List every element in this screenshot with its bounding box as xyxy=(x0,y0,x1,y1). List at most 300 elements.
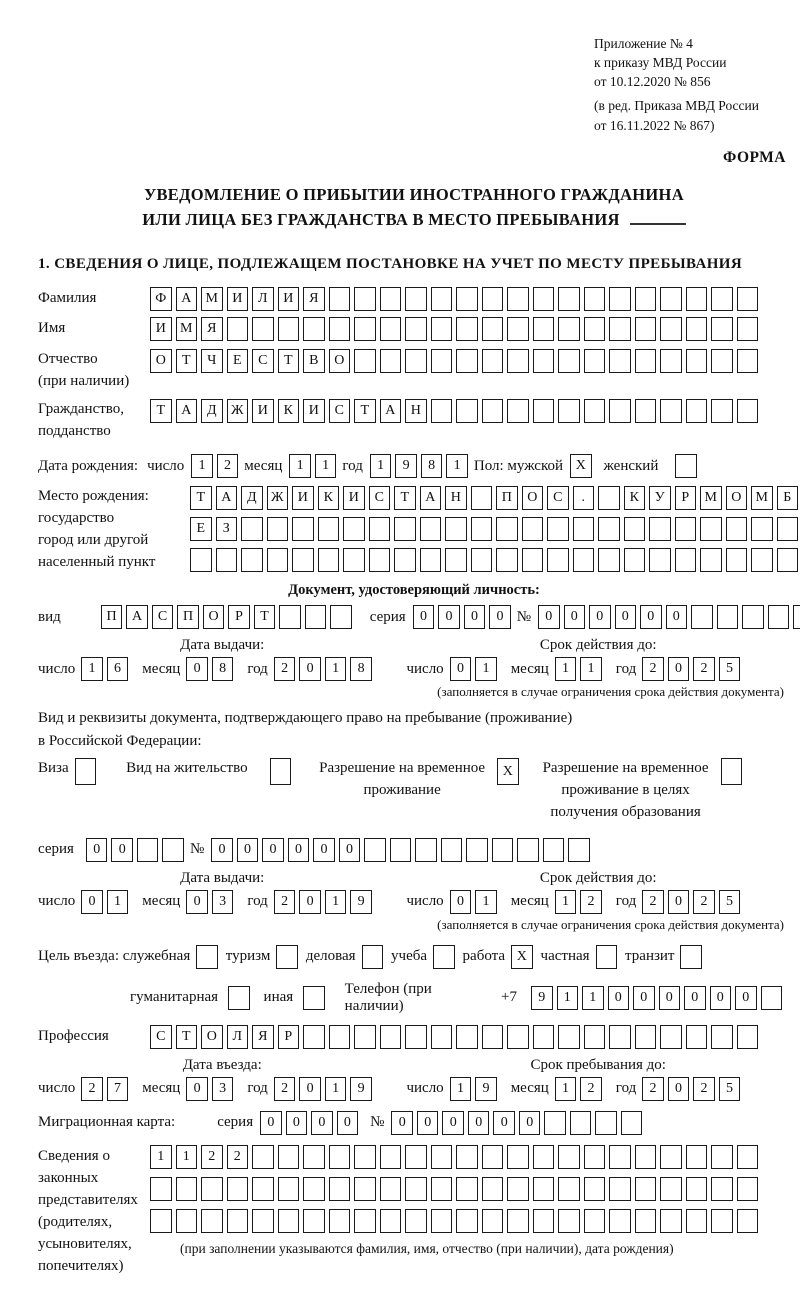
char-box[interactable]: А xyxy=(420,486,442,510)
char-box[interactable]: И xyxy=(292,486,314,510)
char-box[interactable] xyxy=(686,1025,708,1049)
char-box[interactable] xyxy=(584,287,606,311)
char-box[interactable] xyxy=(456,317,478,341)
char-box[interactable] xyxy=(507,1177,529,1201)
char-box[interactable] xyxy=(711,317,733,341)
char-box[interactable] xyxy=(362,945,384,969)
char-box[interactable]: 2 xyxy=(274,890,296,914)
char-box[interactable]: 8 xyxy=(421,454,443,478)
doc-number-input[interactable] xyxy=(538,605,800,629)
char-box[interactable]: Ч xyxy=(201,349,223,373)
char-box[interactable] xyxy=(584,399,606,423)
char-box[interactable] xyxy=(507,317,529,341)
char-box[interactable] xyxy=(405,287,427,311)
char-box[interactable]: Л xyxy=(252,287,274,311)
migration-series-input[interactable] xyxy=(260,1111,362,1135)
permit-number-input[interactable] xyxy=(211,838,594,862)
char-box[interactable] xyxy=(621,1111,643,1135)
char-box[interactable]: 3 xyxy=(212,1077,234,1101)
char-box[interactable] xyxy=(431,317,453,341)
char-box[interactable] xyxy=(456,1145,478,1169)
purpose-official-checkbox[interactable] xyxy=(196,945,222,969)
char-box[interactable]: И xyxy=(227,287,249,311)
char-box[interactable]: 0 xyxy=(186,890,208,914)
char-box[interactable] xyxy=(635,287,657,311)
char-box[interactable]: П xyxy=(177,605,199,629)
char-box[interactable]: Т xyxy=(190,486,212,510)
char-box[interactable]: 1 xyxy=(475,657,497,681)
char-box[interactable] xyxy=(405,1209,427,1233)
char-box[interactable] xyxy=(737,1209,759,1233)
birth-day-input[interactable] xyxy=(191,454,242,478)
char-box[interactable] xyxy=(303,1145,325,1169)
char-box[interactable] xyxy=(380,317,402,341)
char-box[interactable] xyxy=(176,1209,198,1233)
char-box[interactable] xyxy=(482,317,504,341)
char-box[interactable]: Т xyxy=(176,1025,198,1049)
char-box[interactable] xyxy=(394,548,416,572)
char-box[interactable] xyxy=(482,1025,504,1049)
char-box[interactable] xyxy=(649,548,671,572)
char-box[interactable] xyxy=(507,1145,529,1169)
birth-place-row3-input[interactable] xyxy=(190,548,800,572)
char-box[interactable]: Д xyxy=(201,399,223,423)
char-box[interactable]: 2 xyxy=(81,1077,103,1101)
char-box[interactable] xyxy=(686,1177,708,1201)
char-box[interactable] xyxy=(507,349,529,373)
char-box[interactable]: Т xyxy=(394,486,416,510)
char-box[interactable]: 0 xyxy=(450,890,472,914)
entry-year-input[interactable] xyxy=(274,1077,376,1101)
char-box[interactable]: 2 xyxy=(693,890,715,914)
representatives-row3-input[interactable] xyxy=(150,1209,762,1233)
char-box[interactable]: 6 xyxy=(107,657,129,681)
char-box[interactable] xyxy=(635,1145,657,1169)
char-box[interactable]: 2 xyxy=(693,657,715,681)
char-box[interactable] xyxy=(496,517,518,541)
birth-month-input[interactable] xyxy=(289,454,340,478)
char-box[interactable] xyxy=(354,1145,376,1169)
surname-input[interactable] xyxy=(150,287,762,311)
char-box[interactable] xyxy=(278,317,300,341)
sex-female-checkbox[interactable] xyxy=(675,454,701,478)
char-box[interactable] xyxy=(216,548,238,572)
char-box[interactable] xyxy=(598,486,620,510)
char-box[interactable] xyxy=(303,317,325,341)
char-box[interactable] xyxy=(482,1145,504,1169)
char-box[interactable] xyxy=(354,317,376,341)
char-box[interactable]: Д xyxy=(241,486,263,510)
char-box[interactable]: М xyxy=(176,317,198,341)
char-box[interactable] xyxy=(507,1025,529,1049)
char-box[interactable] xyxy=(278,1209,300,1233)
char-box[interactable] xyxy=(517,838,539,862)
char-box[interactable] xyxy=(420,517,442,541)
char-box[interactable]: А xyxy=(380,399,402,423)
char-box[interactable] xyxy=(405,1177,427,1201)
char-box[interactable]: 0 xyxy=(538,605,560,629)
char-box[interactable] xyxy=(228,986,250,1010)
char-box[interactable]: С xyxy=(329,399,351,423)
char-box[interactable]: А xyxy=(176,287,198,311)
char-box[interactable] xyxy=(380,1025,402,1049)
permit-issue-day-input[interactable] xyxy=(81,890,132,914)
char-box[interactable] xyxy=(568,838,590,862)
char-box[interactable]: 0 xyxy=(339,838,361,862)
char-box[interactable]: 1 xyxy=(289,454,311,478)
char-box[interactable]: 0 xyxy=(668,890,690,914)
char-box[interactable] xyxy=(700,517,722,541)
char-box[interactable]: 5 xyxy=(719,1077,741,1101)
char-box[interactable] xyxy=(507,399,529,423)
char-box[interactable] xyxy=(737,399,759,423)
char-box[interactable]: X xyxy=(497,758,519,785)
char-box[interactable]: 0 xyxy=(464,605,486,629)
char-box[interactable] xyxy=(547,548,569,572)
char-box[interactable] xyxy=(711,399,733,423)
char-box[interactable]: . xyxy=(573,486,595,510)
char-box[interactable]: 1 xyxy=(325,1077,347,1101)
purpose-transit-checkbox[interactable] xyxy=(680,945,706,969)
char-box[interactable] xyxy=(420,548,442,572)
char-box[interactable]: И xyxy=(278,287,300,311)
citizenship-input[interactable] xyxy=(150,399,762,423)
entry-day-input[interactable] xyxy=(81,1077,132,1101)
char-box[interactable]: 0 xyxy=(313,838,335,862)
char-box[interactable] xyxy=(751,517,773,541)
char-box[interactable]: З xyxy=(216,517,238,541)
char-box[interactable]: А xyxy=(216,486,238,510)
char-box[interactable] xyxy=(330,605,352,629)
char-box[interactable] xyxy=(196,945,218,969)
char-box[interactable] xyxy=(635,1025,657,1049)
char-box[interactable] xyxy=(558,399,580,423)
doc-kind-input[interactable] xyxy=(101,605,356,629)
doc-issue-month-input[interactable] xyxy=(186,657,237,681)
char-box[interactable] xyxy=(369,548,391,572)
char-box[interactable] xyxy=(380,287,402,311)
char-box[interactable] xyxy=(761,986,783,1010)
char-box[interactable]: 9 xyxy=(350,1077,372,1101)
char-box[interactable] xyxy=(441,838,463,862)
char-box[interactable] xyxy=(431,1209,453,1233)
char-box[interactable] xyxy=(686,349,708,373)
purpose-other-checkbox[interactable] xyxy=(303,986,329,1010)
char-box[interactable] xyxy=(533,349,555,373)
purpose-private-checkbox[interactable] xyxy=(596,945,622,969)
char-box[interactable] xyxy=(711,1145,733,1169)
char-box[interactable]: П xyxy=(101,605,123,629)
char-box[interactable] xyxy=(354,1209,376,1233)
char-box[interactable]: У xyxy=(649,486,671,510)
char-box[interactable] xyxy=(609,287,631,311)
char-box[interactable]: 0 xyxy=(668,657,690,681)
char-box[interactable]: Т xyxy=(354,399,376,423)
char-box[interactable]: П xyxy=(496,486,518,510)
char-box[interactable] xyxy=(660,287,682,311)
representatives-row2-input[interactable] xyxy=(150,1177,762,1201)
birth-year-input[interactable] xyxy=(370,454,472,478)
char-box[interactable]: 0 xyxy=(684,986,706,1010)
temp-residence-checkbox[interactable] xyxy=(497,758,523,785)
migration-number-input[interactable] xyxy=(391,1111,646,1135)
char-box[interactable] xyxy=(635,1177,657,1201)
char-box[interactable] xyxy=(354,1025,376,1049)
visa-checkbox[interactable] xyxy=(75,758,101,785)
char-box[interactable] xyxy=(380,1145,402,1169)
char-box[interactable] xyxy=(329,1025,351,1049)
char-box[interactable]: 1 xyxy=(555,657,577,681)
char-box[interactable] xyxy=(737,287,759,311)
char-box[interactable] xyxy=(635,1209,657,1233)
char-box[interactable] xyxy=(482,1209,504,1233)
char-box[interactable] xyxy=(380,1177,402,1201)
char-box[interactable] xyxy=(533,399,555,423)
char-box[interactable] xyxy=(558,287,580,311)
char-box[interactable]: 0 xyxy=(311,1111,333,1135)
char-box[interactable] xyxy=(660,1209,682,1233)
char-box[interactable] xyxy=(700,548,722,572)
char-box[interactable] xyxy=(456,399,478,423)
char-box[interactable]: 0 xyxy=(211,838,233,862)
profession-input[interactable] xyxy=(150,1025,762,1049)
char-box[interactable] xyxy=(584,1145,606,1169)
temp-residence-edu-checkbox[interactable] xyxy=(721,758,747,785)
char-box[interactable] xyxy=(737,349,759,373)
char-box[interactable]: 1 xyxy=(176,1145,198,1169)
char-box[interactable]: 9 xyxy=(531,986,553,1010)
char-box[interactable] xyxy=(303,1209,325,1233)
stay-year-input[interactable] xyxy=(642,1077,744,1101)
char-box[interactable] xyxy=(609,1145,631,1169)
doc-series-input[interactable] xyxy=(413,605,515,629)
char-box[interactable] xyxy=(596,945,618,969)
char-box[interactable] xyxy=(252,317,274,341)
char-box[interactable] xyxy=(598,548,620,572)
char-box[interactable]: 2 xyxy=(217,454,239,478)
char-box[interactable] xyxy=(573,517,595,541)
char-box[interactable]: 0 xyxy=(417,1111,439,1135)
char-box[interactable] xyxy=(482,287,504,311)
char-box[interactable]: 1 xyxy=(315,454,337,478)
char-box[interactable]: Ж xyxy=(227,399,249,423)
char-box[interactable]: 0 xyxy=(186,1077,208,1101)
char-box[interactable] xyxy=(431,1025,453,1049)
char-box[interactable] xyxy=(329,1145,351,1169)
char-box[interactable] xyxy=(354,349,376,373)
char-box[interactable]: Е xyxy=(190,517,212,541)
char-box[interactable]: 0 xyxy=(640,605,662,629)
char-box[interactable]: Ф xyxy=(150,287,172,311)
char-box[interactable] xyxy=(380,1209,402,1233)
char-box[interactable] xyxy=(445,548,467,572)
char-box[interactable]: 9 xyxy=(350,890,372,914)
birth-place-row2-input[interactable] xyxy=(190,517,800,541)
char-box[interactable]: А xyxy=(126,605,148,629)
char-box[interactable] xyxy=(279,605,301,629)
char-box[interactable] xyxy=(660,1025,682,1049)
char-box[interactable] xyxy=(241,517,263,541)
char-box[interactable] xyxy=(431,349,453,373)
doc-issue-year-input[interactable] xyxy=(274,657,376,681)
char-box[interactable] xyxy=(686,287,708,311)
char-box[interactable] xyxy=(176,1177,198,1201)
char-box[interactable] xyxy=(533,1209,555,1233)
char-box[interactable] xyxy=(737,1177,759,1201)
char-box[interactable] xyxy=(507,287,529,311)
char-box[interactable] xyxy=(737,317,759,341)
char-box[interactable]: С xyxy=(152,605,174,629)
char-box[interactable] xyxy=(292,548,314,572)
char-box[interactable]: Н xyxy=(445,486,467,510)
char-box[interactable] xyxy=(533,1177,555,1201)
char-box[interactable] xyxy=(544,1111,566,1135)
char-box[interactable] xyxy=(278,1145,300,1169)
char-box[interactable] xyxy=(343,517,365,541)
char-box[interactable]: Л xyxy=(227,1025,249,1049)
char-box[interactable] xyxy=(318,517,340,541)
char-box[interactable] xyxy=(150,1177,172,1201)
char-box[interactable]: Р xyxy=(228,605,250,629)
char-box[interactable]: 1 xyxy=(150,1145,172,1169)
char-box[interactable] xyxy=(471,517,493,541)
char-box[interactable] xyxy=(137,838,159,862)
doc-expiry-day-input[interactable] xyxy=(450,657,501,681)
char-box[interactable]: К xyxy=(624,486,646,510)
char-box[interactable]: 2 xyxy=(274,1077,296,1101)
char-box[interactable] xyxy=(405,1025,427,1049)
permit-expiry-month-input[interactable] xyxy=(555,890,606,914)
char-box[interactable]: А xyxy=(176,399,198,423)
char-box[interactable]: 1 xyxy=(555,1077,577,1101)
char-box[interactable] xyxy=(624,548,646,572)
char-box[interactable]: 2 xyxy=(201,1145,223,1169)
char-box[interactable]: 9 xyxy=(475,1077,497,1101)
char-box[interactable] xyxy=(737,1025,759,1049)
char-box[interactable] xyxy=(533,1145,555,1169)
char-box[interactable] xyxy=(609,399,631,423)
char-box[interactable]: 1 xyxy=(580,657,602,681)
char-box[interactable]: 7 xyxy=(107,1077,129,1101)
char-box[interactable] xyxy=(405,317,427,341)
char-box[interactable] xyxy=(303,1025,325,1049)
char-box[interactable]: Т xyxy=(150,399,172,423)
char-box[interactable] xyxy=(742,605,764,629)
char-box[interactable] xyxy=(751,548,773,572)
char-box[interactable] xyxy=(456,287,478,311)
char-box[interactable]: 5 xyxy=(719,657,741,681)
char-box[interactable] xyxy=(558,317,580,341)
char-box[interactable]: 0 xyxy=(262,838,284,862)
char-box[interactable] xyxy=(609,1177,631,1201)
char-box[interactable]: 2 xyxy=(274,657,296,681)
char-box[interactable] xyxy=(431,399,453,423)
entry-month-input[interactable] xyxy=(186,1077,237,1101)
permit-series-input[interactable] xyxy=(86,838,188,862)
char-box[interactable]: С xyxy=(369,486,391,510)
char-box[interactable] xyxy=(660,1145,682,1169)
char-box[interactable] xyxy=(329,317,351,341)
char-box[interactable]: Б xyxy=(777,486,799,510)
char-box[interactable] xyxy=(522,548,544,572)
blank-line[interactable] xyxy=(630,211,686,225)
sex-male-checkbox[interactable] xyxy=(570,454,596,478)
purpose-business-checkbox[interactable] xyxy=(362,945,388,969)
char-box[interactable] xyxy=(635,349,657,373)
purpose-study-checkbox[interactable] xyxy=(433,945,459,969)
char-box[interactable]: М xyxy=(201,287,223,311)
stay-month-input[interactable] xyxy=(555,1077,606,1101)
char-box[interactable] xyxy=(686,1145,708,1169)
doc-issue-day-input[interactable] xyxy=(81,657,132,681)
char-box[interactable]: Н xyxy=(405,399,427,423)
char-box[interactable]: 9 xyxy=(395,454,417,478)
char-box[interactable] xyxy=(270,758,292,785)
given-name-input[interactable] xyxy=(150,317,762,341)
char-box[interactable] xyxy=(686,1209,708,1233)
char-box[interactable]: К xyxy=(278,399,300,423)
char-box[interactable] xyxy=(329,287,351,311)
char-box[interactable] xyxy=(405,1145,427,1169)
char-box[interactable] xyxy=(675,517,697,541)
char-box[interactable]: 2 xyxy=(227,1145,249,1169)
char-box[interactable] xyxy=(456,349,478,373)
char-box[interactable]: 2 xyxy=(693,1077,715,1101)
char-box[interactable]: И xyxy=(150,317,172,341)
char-box[interactable]: 0 xyxy=(468,1111,490,1135)
char-box[interactable]: 0 xyxy=(493,1111,515,1135)
char-box[interactable] xyxy=(660,399,682,423)
char-box[interactable] xyxy=(201,1177,223,1201)
stay-day-input[interactable] xyxy=(450,1077,501,1101)
char-box[interactable] xyxy=(354,287,376,311)
char-box[interactable]: 0 xyxy=(710,986,732,1010)
char-box[interactable]: Р xyxy=(278,1025,300,1049)
char-box[interactable] xyxy=(456,1177,478,1201)
char-box[interactable] xyxy=(649,517,671,541)
char-box[interactable] xyxy=(584,1025,606,1049)
char-box[interactable]: X xyxy=(570,454,592,478)
char-box[interactable] xyxy=(482,399,504,423)
char-box[interactable] xyxy=(737,1145,759,1169)
permit-expiry-year-input[interactable] xyxy=(642,890,744,914)
char-box[interactable] xyxy=(329,1177,351,1201)
char-box[interactable]: 0 xyxy=(260,1111,282,1135)
char-box[interactable]: 0 xyxy=(286,1111,308,1135)
char-box[interactable] xyxy=(75,758,97,785)
char-box[interactable]: 0 xyxy=(186,657,208,681)
char-box[interactable] xyxy=(354,1177,376,1201)
char-box[interactable] xyxy=(584,1177,606,1201)
char-box[interactable] xyxy=(660,1177,682,1201)
char-box[interactable] xyxy=(303,986,325,1010)
char-box[interactable] xyxy=(162,838,184,862)
char-box[interactable] xyxy=(686,317,708,341)
char-box[interactable] xyxy=(227,1177,249,1201)
char-box[interactable] xyxy=(609,1025,631,1049)
char-box[interactable] xyxy=(292,517,314,541)
permit-expiry-day-input[interactable] xyxy=(450,890,501,914)
char-box[interactable]: 0 xyxy=(442,1111,464,1135)
char-box[interactable] xyxy=(405,349,427,373)
char-box[interactable]: 0 xyxy=(668,1077,690,1101)
char-box[interactable]: Я xyxy=(201,317,223,341)
char-box[interactable] xyxy=(150,1209,172,1233)
char-box[interactable] xyxy=(573,548,595,572)
char-box[interactable]: 0 xyxy=(299,1077,321,1101)
char-box[interactable]: 0 xyxy=(615,605,637,629)
patronymic-input[interactable] xyxy=(150,349,762,373)
